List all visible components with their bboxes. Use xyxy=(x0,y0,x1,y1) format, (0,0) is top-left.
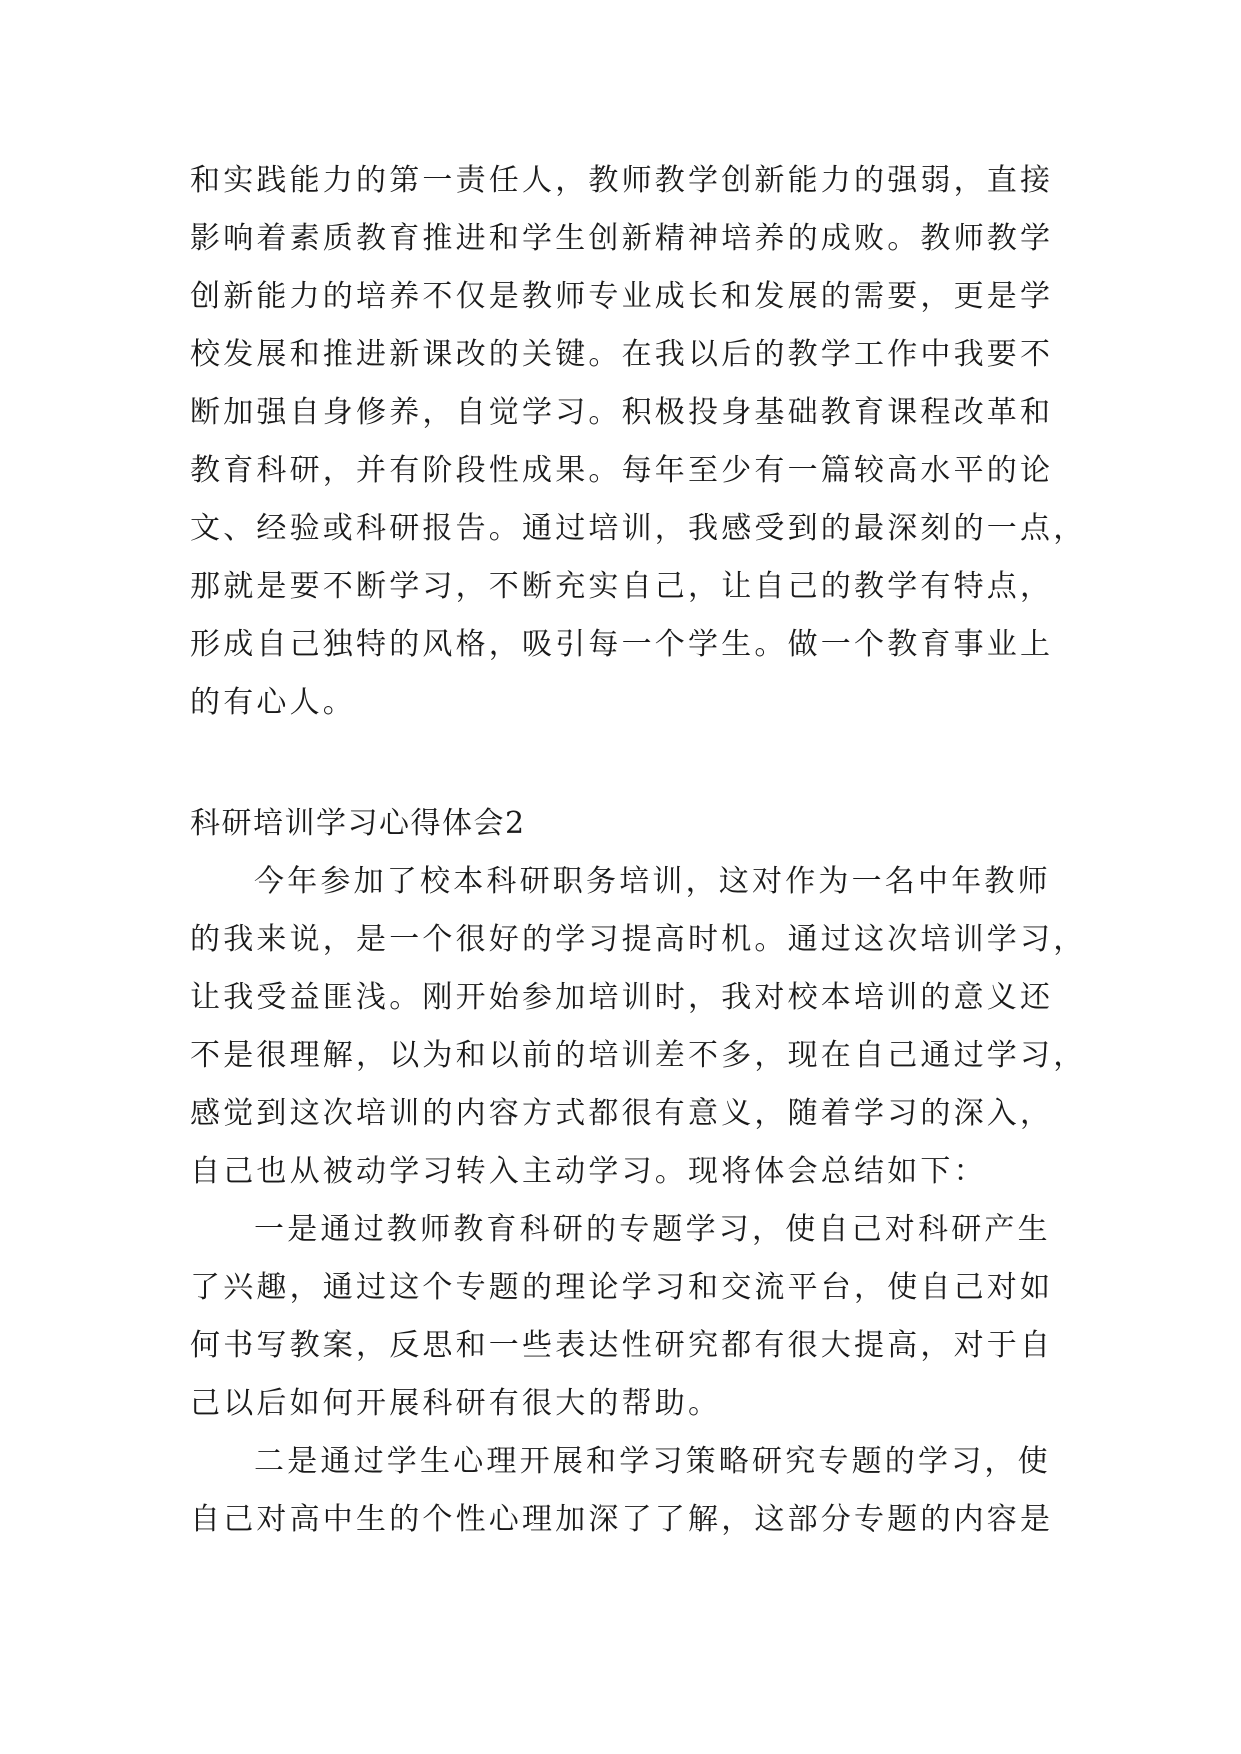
text-line: 二是通过学生心理开展和学习策略研究专题的学习，使 xyxy=(254,1444,1051,1479)
text-line: 那就是要不断学习，不断充实自己，让自己的教学有特点， xyxy=(190,569,1054,604)
text-line: 己以后如何开展科研有很大的帮助。 xyxy=(190,1386,722,1421)
paragraph-intro xyxy=(190,853,1087,1201)
text-line: 文、经验或科研报告。通过培训，我感受到的最深刻的一点， xyxy=(190,511,1087,546)
text-line: 断加强自身修养，自觉学习。积极投身基础教育课程改革和 xyxy=(190,395,1054,430)
text-line: 自己也从被动学习转入主动学习。现将体会总结如下： xyxy=(190,1154,987,1189)
text-line: 和实践能力的第一责任人，教师教学创新能力的强弱，直接 xyxy=(190,163,1054,198)
text-line: 何书写教案，反思和一些表达性研究都有很大提高，对于自 xyxy=(190,1328,1054,1363)
text-line: 校发展和推进新课改的关键。在我以后的教学工作中我要不 xyxy=(190,337,1054,372)
text-line: 今年参加了校本科研职务培训，这对作为一名中年教师 xyxy=(254,864,1051,899)
text-line: 不是很理解，以为和以前的培训差不多，现在自己通过学习， xyxy=(190,1038,1087,1073)
text-line: 教育科研，并有阶段性成果。每年至少有一篇较高水平的论 xyxy=(190,453,1054,488)
text-line: 影响着素质教育推进和学生创新精神培养的成败。教师教学 xyxy=(190,221,1054,256)
text-line: 自己对高中生的个性心理加深了了解，这部分专题的内容是 xyxy=(190,1502,1054,1537)
paragraph-point-two xyxy=(190,1433,1060,1549)
text-line: 形成自己独特的风格，吸引每一个学生。做一个教育事业上 xyxy=(190,627,1054,662)
text-line: 感觉到这次培训的内容方式都很有意义，随着学习的深入， xyxy=(190,1096,1054,1131)
text-line: 的我来说，是一个很好的学习提高时机。通过这次培训学习， xyxy=(190,922,1087,957)
section-heading: 科研培训学习心得体会2 xyxy=(190,806,526,841)
text-line: 了兴趣，通过这个专题的理论学习和交流平台，使自己对如 xyxy=(190,1270,1054,1305)
text-line: 一是通过教师教育科研的专题学习，使自己对科研产生 xyxy=(254,1212,1051,1247)
paragraph-point-one xyxy=(190,1201,1060,1433)
text-line: 的有心人。 xyxy=(190,685,356,720)
paragraph-continued xyxy=(190,152,1087,732)
text-line: 让我受益匪浅。刚开始参加培训时，我对校本培训的意义还 xyxy=(190,980,1054,1015)
text-line: 创新能力的培养不仅是教师专业成长和发展的需要，更是学 xyxy=(190,279,1054,314)
